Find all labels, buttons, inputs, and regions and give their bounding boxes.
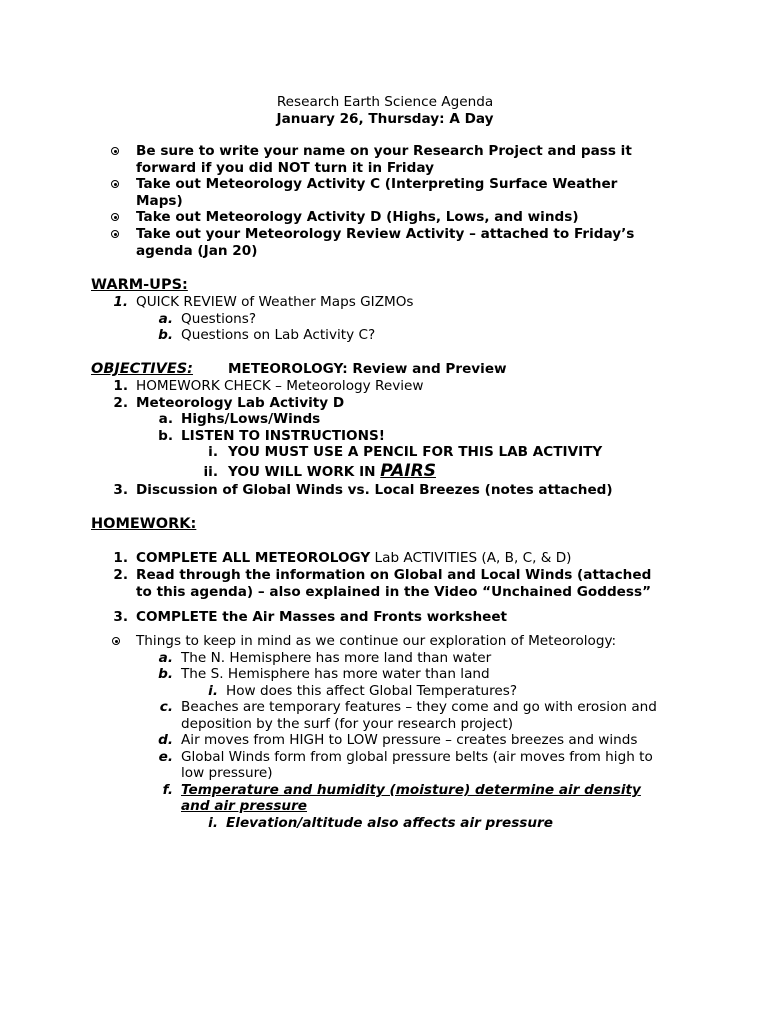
list-item-continued: to this agenda) – also explained in the Video “Unchained Goddess”: [136, 584, 652, 600]
list-item: HOMEWORK CHECK – Meteorology Review: [136, 378, 424, 394]
list-item: Questions?: [181, 311, 257, 327]
homework-heading: HOMEWORK:: [91, 516, 197, 532]
list-item-continued: agenda (Jan 20): [136, 243, 258, 259]
list-number: 2.: [113, 567, 128, 583]
list-item: The N. Hemisphere has more land than water: [181, 650, 492, 666]
list-item-continued: low pressure): [181, 765, 273, 781]
list-item-continued: forward if you did NOT turn it in Friday: [136, 160, 434, 176]
list-item: YOU MUST USE A PENCIL FOR THIS LAB ACTIVITY: [228, 444, 603, 460]
pairs-emphasis: PAIRS: [380, 461, 436, 481]
list-item: Beaches are temporary features – they come and go with erosion and: [181, 699, 657, 715]
list-letter: b.: [158, 428, 173, 444]
list-number: 3.: [113, 609, 128, 625]
list-item: Questions on Lab Activity C?: [181, 327, 376, 343]
list-item-continued: and air pressure: [181, 798, 308, 814]
list-item: Read through the information on Global and Local Winds (attached: [136, 567, 652, 583]
list-roman: ii.: [203, 464, 218, 480]
list-item: Elevation/altitude also affects air pressure: [226, 815, 553, 831]
list-roman: i.: [208, 683, 218, 699]
list-item: Take out Meteorology Activity D (Highs, Lows, and winds): [136, 209, 579, 225]
list-item: Temperature and humidity (moisture) determine air density: [181, 782, 641, 798]
agenda-date: January 26, Thursday: A Day: [276, 111, 494, 127]
list-item: Air moves from HIGH to LOW pressure – creates breezes and winds: [181, 732, 638, 748]
warmups-heading: WARM-UPS:: [91, 277, 188, 293]
list-item: The S. Hemisphere has more water than land: [181, 666, 490, 682]
list-item: Take out Meteorology Activity C (Interpreting Surface Weather: [136, 176, 618, 192]
list-letter: b.: [158, 327, 173, 343]
list-item: Be sure to write your name on your Research Project and pass it: [136, 143, 632, 159]
list-item-text: YOU WILL WORK IN: [228, 464, 381, 480]
list-letter: a.: [158, 311, 173, 327]
list-roman: i.: [208, 815, 218, 831]
agenda-title: Research Earth Science Agenda: [276, 94, 494, 110]
list-item: Highs/Lows/Winds: [181, 411, 321, 427]
list-item: LISTEN TO INSTRUCTIONS!: [181, 428, 385, 444]
list-item: Things to keep in mind as we continue our exploration of Meteorology:: [136, 633, 617, 649]
list-number: 1.: [113, 294, 128, 310]
list-letter: f.: [162, 782, 173, 798]
list-item: COMPLETE the Air Masses and Fronts worksheet: [136, 609, 508, 625]
list-item: [136, 550, 571, 566]
list-number: 1.: [113, 378, 128, 394]
list-letter: a.: [158, 650, 173, 666]
list-number: 3.: [113, 482, 128, 498]
list-letter: a.: [158, 411, 173, 427]
bullet-icon: [111, 230, 119, 238]
list-item-text: Lab ACTIVITIES (A, B, C, & D): [370, 550, 572, 566]
list-letter: c.: [159, 699, 173, 715]
list-item: How does this affect Global Temperatures?: [226, 683, 518, 699]
list-item-continued: Maps): [136, 193, 183, 209]
objectives-heading-note: METEOROLOGY: Review and Preview: [228, 361, 507, 377]
bullet-icon: [111, 180, 119, 188]
list-number: 2.: [113, 395, 128, 411]
list-number: 1.: [113, 550, 128, 566]
bullet-icon: [111, 213, 119, 221]
bullet-icon: [112, 637, 120, 645]
list-item-continued: deposition by the surf (for your research project): [181, 716, 513, 732]
list-item: Discussion of Global Winds vs. Local Breezes (notes attached): [136, 482, 613, 498]
list-item-bold: COMPLETE ALL METEOROLOGY: [136, 550, 371, 566]
bullet-icon: [111, 147, 119, 155]
objectives-heading: OBJECTIVES:: [91, 361, 193, 377]
list-item: QUICK REVIEW of Weather Maps GIZMOs: [136, 294, 414, 310]
list-item: Take out your Meteorology Review Activity – attached to Friday’s: [136, 226, 635, 242]
list-letter: d.: [158, 732, 173, 748]
list-item: [228, 460, 436, 483]
list-item: Global Winds form from global pressure belts (air moves from high to: [181, 749, 653, 765]
list-letter: e.: [158, 749, 173, 765]
list-letter: b.: [158, 666, 173, 682]
list-roman: i.: [208, 444, 218, 460]
list-item: Meteorology Lab Activity D: [136, 395, 345, 411]
